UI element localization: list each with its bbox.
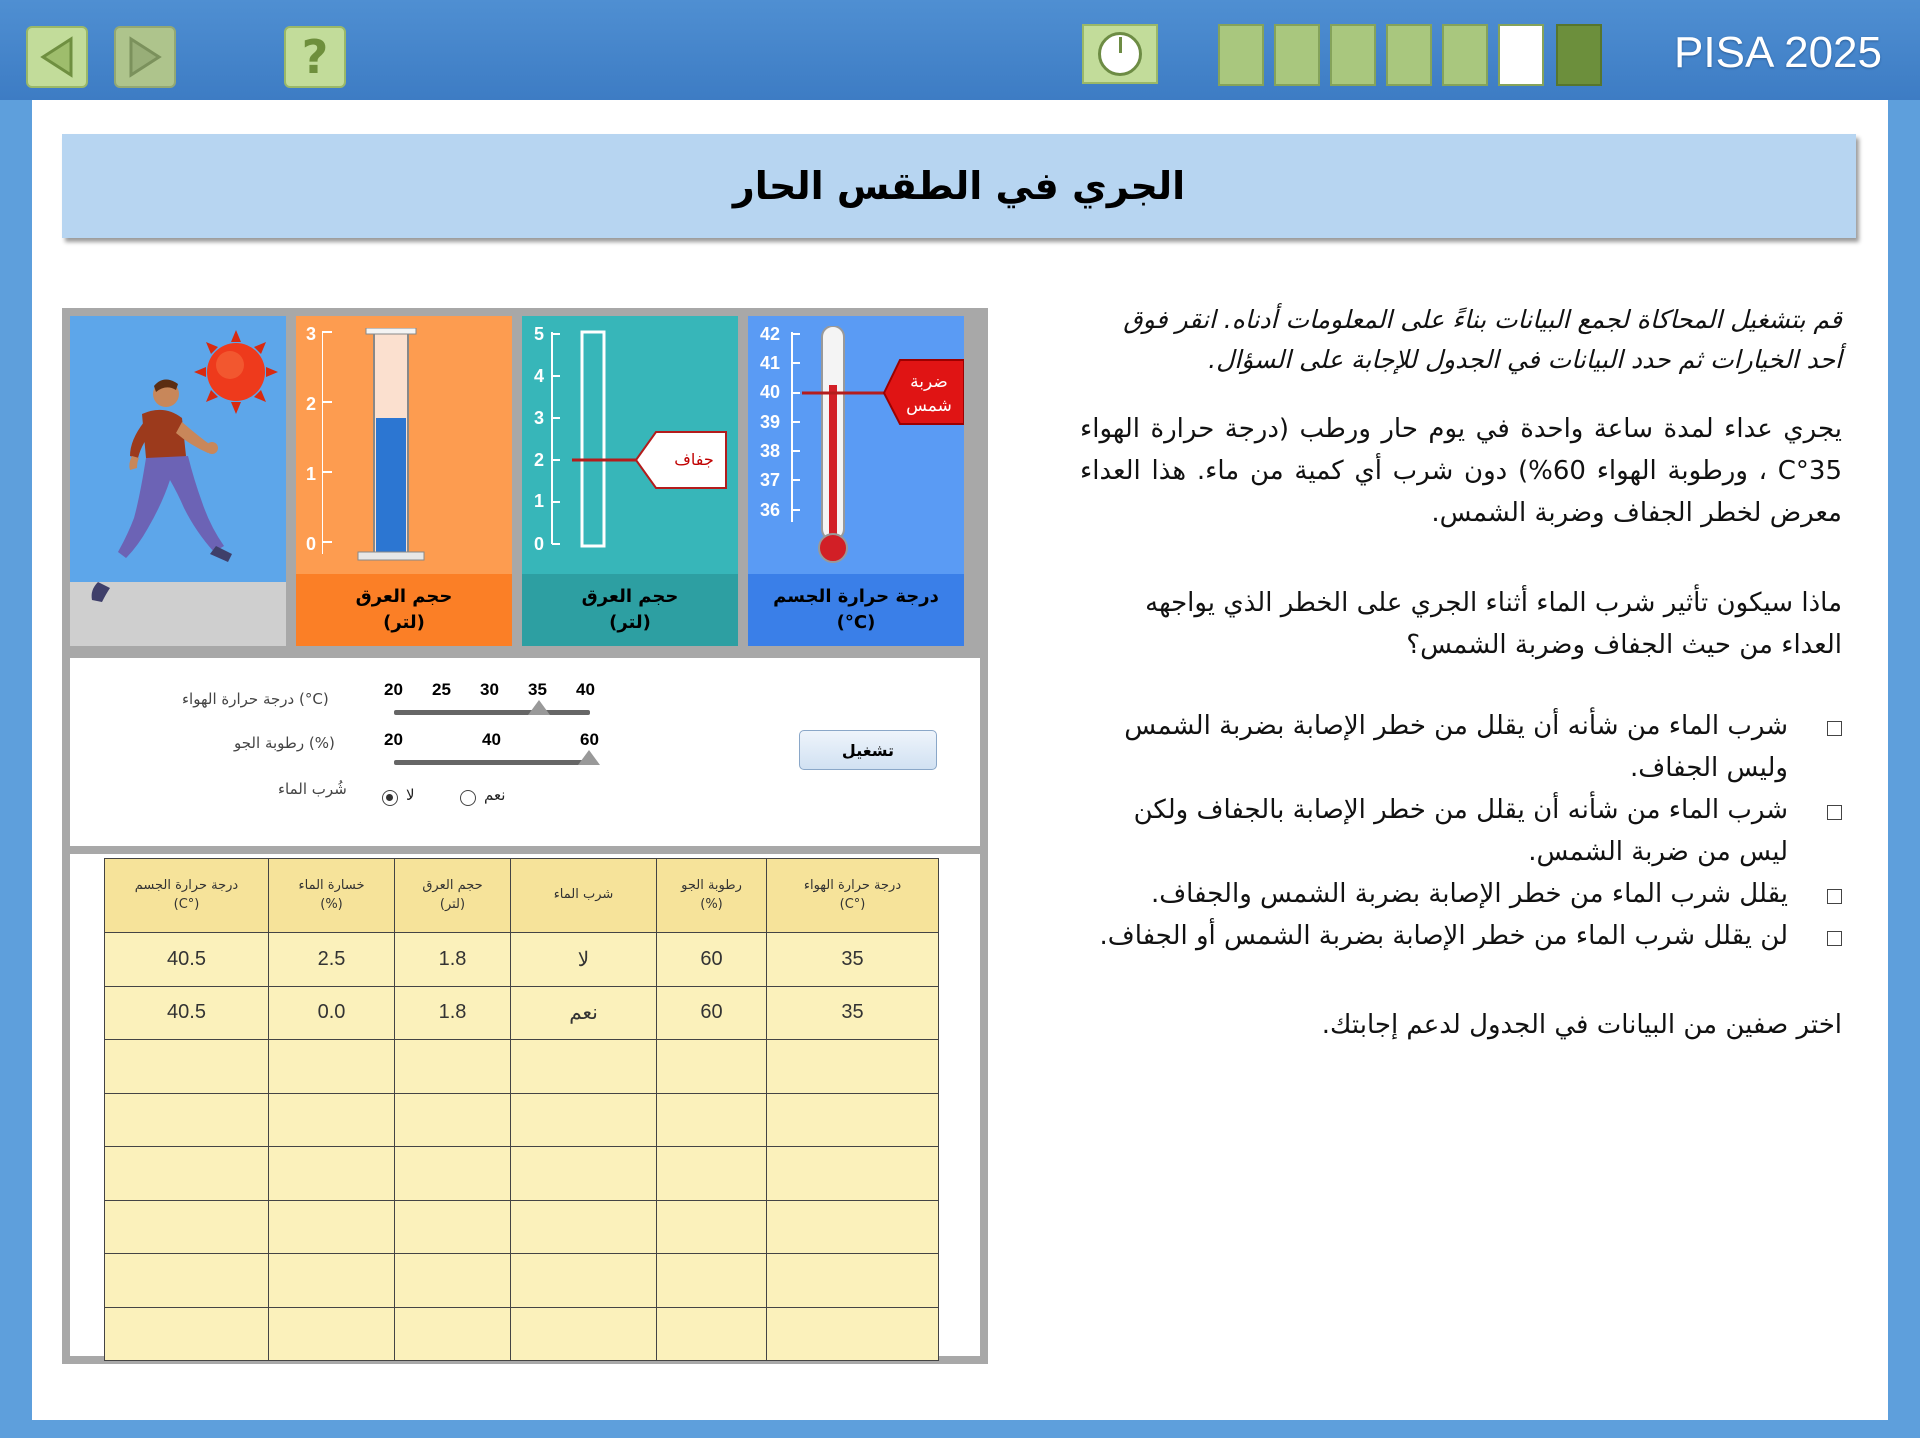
slider-tick: 40 (576, 680, 595, 699)
table-cell[interactable] (395, 1200, 511, 1254)
body-temperature-label: درجة حرارة الجسم (°C) (748, 574, 964, 646)
progress-step-3 (1330, 24, 1376, 86)
slider-tick: 20 (384, 680, 403, 699)
table-cell[interactable]: 2.5 (269, 933, 395, 987)
table-header-cell: رطوبة الجو (%) (657, 859, 767, 933)
table-cell[interactable] (105, 1254, 269, 1308)
table-row[interactable] (105, 933, 939, 987)
table-cell[interactable]: 0.0 (269, 986, 395, 1040)
table-cell[interactable] (105, 1307, 269, 1361)
answer-option[interactable]: يقلل شرب الماء من خطر الإصابة بضربة الشمس والجفاف. (1080, 873, 1842, 915)
table-cell[interactable]: 1.8 (395, 986, 511, 1040)
thermometer-icon (788, 326, 964, 566)
table-cell[interactable] (511, 1093, 657, 1147)
progress-step-6 (1498, 24, 1544, 86)
answer-option[interactable]: شرب الماء من شأنه أن يقلل من خطر الإصابة بالجفاف ولكن ليس من ضربة الشمس. (1080, 789, 1842, 873)
table-cell[interactable] (395, 1254, 511, 1308)
tick-label: 1 (306, 464, 317, 484)
slider-tick: 20 (384, 730, 403, 749)
progress-step-7 (1556, 24, 1602, 86)
table-cell[interactable]: 60 (657, 933, 767, 987)
table-cell[interactable] (105, 1200, 269, 1254)
table-cell[interactable]: نعم (511, 986, 657, 1040)
tick-label: 39 (760, 412, 781, 432)
data-table-area (70, 854, 980, 1356)
table-cell[interactable] (657, 1254, 767, 1308)
measuring-cylinder-icon (322, 328, 442, 568)
water-drinking-label: شُرب الماء (278, 780, 347, 798)
tick-label: 42 (760, 324, 781, 344)
slider-tick: 35 (528, 680, 547, 699)
table-cell[interactable]: لا (511, 933, 657, 987)
table-cell[interactable] (395, 1040, 511, 1094)
sweat-cylinder-label: حجم العرق (لتر) (296, 574, 512, 646)
table-row[interactable] (105, 1147, 939, 1201)
simulation-panel (62, 308, 988, 1364)
dehydration-callout: جفاف (674, 449, 714, 469)
water-yes-radio[interactable] (460, 790, 476, 806)
table-header-cell: شرب الماء (511, 859, 657, 933)
table-cell[interactable] (657, 1147, 767, 1201)
table-header-cell: درجة حرارة الجسم (°C) (105, 859, 269, 933)
tick-label: 38 (760, 441, 781, 461)
slider-tick: 60 (580, 730, 599, 749)
table-cell[interactable]: 40.5 (105, 986, 269, 1040)
table-cell[interactable] (269, 1147, 395, 1201)
tick-label: 1 (534, 491, 545, 511)
table-cell[interactable] (767, 1147, 939, 1201)
heatstroke-callout: ضربة شمس (906, 372, 952, 416)
timer-icon (1098, 32, 1142, 76)
table-cell[interactable] (395, 1307, 511, 1361)
table-row[interactable] (105, 1093, 939, 1147)
answer-option[interactable]: لن يقلل شرب الماء من خطر الإصابة بضربة الشمس أو الجفاف. (1080, 915, 1842, 957)
temperature-level (829, 385, 837, 545)
table-cell[interactable] (657, 1093, 767, 1147)
table-cell[interactable] (105, 1040, 269, 1094)
tick-label: 2 (534, 450, 545, 470)
select-rows-note: اختر صفين من البيانات في الجدول لدعم إجابتك. (1321, 1010, 1842, 1041)
water-yes-label: نعم (484, 786, 506, 804)
table-cell[interactable] (395, 1147, 511, 1201)
table-header-cell: خسارة الماء (%) (269, 859, 395, 933)
progress-step-2 (1274, 24, 1320, 86)
progress-step-1 (1218, 24, 1264, 86)
air-temperature-slider[interactable] (394, 710, 590, 715)
table-cell[interactable] (269, 1307, 395, 1361)
tick-label: 41 (760, 353, 781, 373)
water-no-label: لا (406, 786, 415, 804)
tick-label: 37 (760, 470, 781, 490)
sweat-volume-cylinder-panel (296, 316, 512, 646)
table-cell[interactable] (657, 1307, 767, 1361)
sweat-bar-label: حجم العرق (لتر) (522, 574, 738, 646)
table-cell[interactable]: 1.8 (395, 933, 511, 987)
body-temperature-panel (748, 316, 964, 646)
tick-label: 36 (760, 500, 781, 520)
sweat-volume-bar-panel (522, 316, 738, 646)
progress-step-4 (1386, 24, 1432, 86)
humidity-slider[interactable] (394, 760, 590, 765)
tick-label: 0 (534, 534, 545, 554)
checkbox-icon[interactable] (1827, 721, 1842, 736)
page-title: الجري في الطقس الحار (62, 134, 1856, 238)
table-header-row (105, 859, 939, 933)
table-cell[interactable] (511, 1307, 657, 1361)
table-cell[interactable] (767, 1093, 939, 1147)
top-bar (0, 0, 1920, 100)
table-cell[interactable]: 40.5 (105, 933, 269, 987)
slider-tick: 25 (432, 680, 451, 699)
table-cell[interactable] (767, 1307, 939, 1361)
tick-label: 3 (306, 324, 317, 344)
humidity-slider-thumb[interactable] (578, 750, 600, 765)
table-row[interactable] (105, 1040, 939, 1094)
tick-label: 3 (534, 408, 545, 428)
forward-button[interactable] (114, 26, 176, 88)
table-cell[interactable] (269, 1040, 395, 1094)
table-row[interactable] (105, 986, 939, 1040)
table-cell[interactable] (511, 1040, 657, 1094)
table-cell[interactable] (657, 1040, 767, 1094)
simulation-controls (70, 658, 980, 846)
tick-label: 40 (760, 382, 781, 402)
help-icon: ? (301, 30, 329, 84)
table-cell[interactable] (767, 1254, 939, 1308)
table-cell[interactable] (269, 1200, 395, 1254)
slider-tick: 40 (482, 730, 501, 749)
table-header-cell: حجم العرق (لتر) (395, 859, 511, 933)
table-header-cell: درجة حرارة الهواء (°C) (767, 859, 939, 933)
tick-label: 0 (306, 534, 317, 554)
data-table (104, 858, 939, 1361)
table-cell[interactable]: 35 (767, 986, 939, 1040)
run-button[interactable]: تشغيل (799, 730, 937, 770)
tick-label: 5 (534, 324, 545, 344)
help-button[interactable] (284, 26, 346, 88)
question-panel (1080, 300, 1842, 1047)
table-cell[interactable] (105, 1093, 269, 1147)
humidity-label: رطوبة الجو (%) (234, 734, 335, 752)
table-row[interactable] (105, 1254, 939, 1308)
answer-options (1080, 705, 1842, 958)
air-temperature-slider-thumb[interactable] (528, 700, 550, 715)
tick-label: 4 (534, 366, 545, 386)
table-cell[interactable] (767, 1200, 939, 1254)
tick-label: 2 (306, 394, 317, 414)
table-cell[interactable] (511, 1200, 657, 1254)
table-cell[interactable] (657, 1200, 767, 1254)
checkbox-icon[interactable] (1827, 889, 1842, 904)
scenario-text: يجري عداء لمدة ساعة واحدة في يوم حار ورطب (درجة حرارة الهواء 35°C ، ورطوبة الهواء 60%) دون شرب أي كمية من ماء. هذا العداء معرض لخطر الجفاف وضربة الشمس. (1080, 414, 1843, 529)
checkbox-icon[interactable] (1827, 931, 1842, 946)
runner-scene (70, 316, 286, 646)
back-arrow-icon (37, 35, 77, 79)
timer-button[interactable] (1082, 24, 1158, 84)
question-prompt: ماذا سيكون تأثير شرب الماء أثناء الجري على الخطر الذي يواجهه العداء من حيث الجفاف وضربة الشمس؟ (1145, 588, 1842, 661)
table-cell[interactable]: 60 (657, 986, 767, 1040)
table-cell[interactable] (269, 1254, 395, 1308)
answer-option[interactable]: شرب الماء من شأنه أن يقلل من خطر الإصابة بضربة الشمس وليس الجفاف. (1080, 705, 1842, 789)
progress-step-5 (1442, 24, 1488, 86)
table-cell[interactable] (511, 1254, 657, 1308)
sweat-fill-level (376, 418, 406, 552)
table-cell[interactable] (511, 1147, 657, 1201)
table-row[interactable] (105, 1200, 939, 1254)
brand-title: PISA 2025 (1674, 28, 1882, 77)
water-no-radio[interactable] (382, 790, 398, 806)
air-temperature-label: درجة حرارة الهواء (°C) (182, 690, 329, 708)
table-cell[interactable] (395, 1093, 511, 1147)
table-cell[interactable] (269, 1093, 395, 1147)
table-cell[interactable] (105, 1147, 269, 1201)
instruction-text: قم بتشغيل المحاكاة لجمع البيانات بناءً على المعلومات أدناه. انقر فوق أحد الخيارات ثم حدد البيانات في الجدول للإجابة على السؤال. (1123, 305, 1842, 374)
checkbox-icon[interactable] (1827, 805, 1842, 820)
table-row[interactable] (105, 1307, 939, 1361)
forward-arrow-icon (125, 35, 165, 79)
back-button[interactable] (26, 26, 88, 88)
table-cell[interactable] (767, 1040, 939, 1094)
slider-tick: 30 (480, 680, 499, 699)
table-cell[interactable]: 35 (767, 933, 939, 987)
runner-icon (84, 376, 244, 616)
